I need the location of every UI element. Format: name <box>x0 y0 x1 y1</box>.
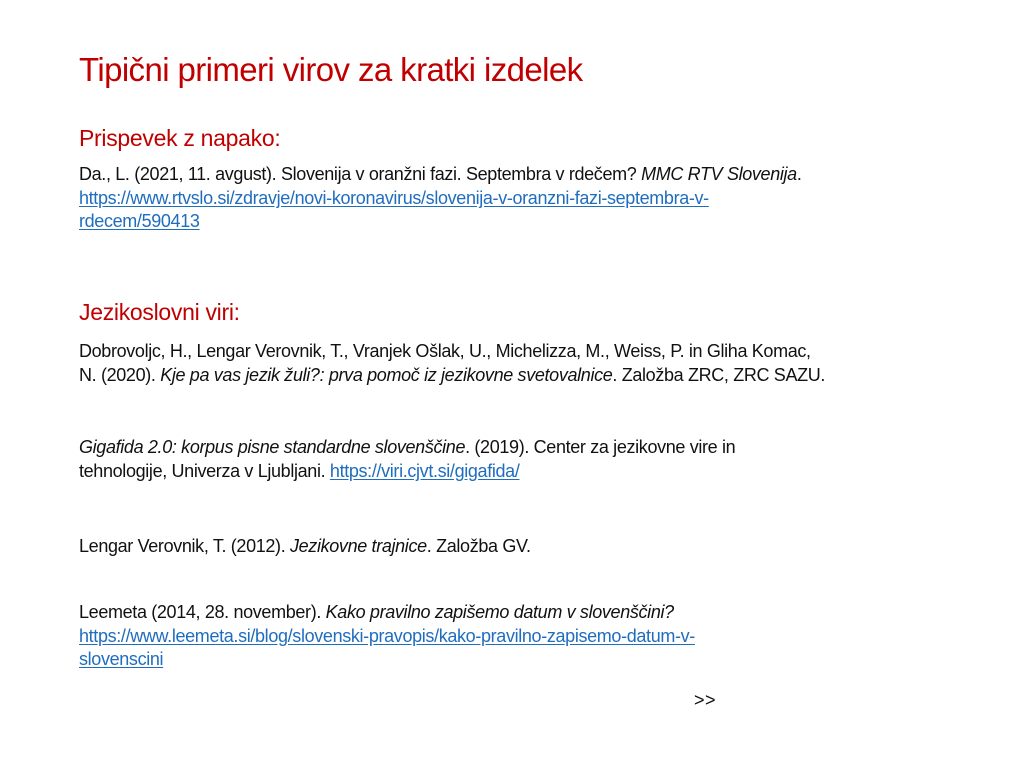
reference-link-rtvslo-continued[interactable] <box>79 210 200 234</box>
reference-source-title: Kako pravilno zapišemo datum v slovenščini? <box>325 602 674 622</box>
reference-line <box>79 163 959 187</box>
slide-title: Tipični primeri virov za kratki izdelek <box>79 51 583 88</box>
link-text: https://viri.cjvt.si/gigafida/ <box>329 460 520 481</box>
reference-source-title: MMC RTV Slovenija <box>641 164 797 184</box>
reference-text: N. (2020). <box>79 364 161 385</box>
reference-line <box>79 601 959 625</box>
reference-text: Leemeta (2014, 28. november). <box>79 602 326 622</box>
reference-leemeta <box>79 601 959 672</box>
reference-link-leemeta[interactable] <box>79 625 959 649</box>
reference-text: . Založba ZRC, ZRC SAZU. <box>612 364 826 385</box>
reference-link-gigafida[interactable] <box>330 461 520 481</box>
link-text: https://www.leemeta.si/blog/slovenski-pravopis/kako-pravilno-zapisemo-datum-v- <box>79 625 695 646</box>
reference-rtvslo <box>79 163 959 234</box>
reference-text: . Založba GV. <box>426 536 531 556</box>
reference-line <box>79 436 959 460</box>
reference-text: tehnologije, Univerza v Ljubljani. <box>79 460 330 481</box>
reference-source-title: Gigafida 2.0: korpus pisne standardne slovenščine <box>79 437 466 457</box>
reference-text: . (2019). Center za jezikovne vire in <box>465 437 736 457</box>
reference-text: . <box>796 164 802 184</box>
reference-line <box>79 364 959 388</box>
section-heading-error-contribution: Prispevek z napako: <box>79 125 281 151</box>
reference-text: Lengar Verovnik, T. (2012). <box>79 536 290 556</box>
reference-text: Dobrovoljc, H., Lengar Verovnik, T., Vranjek Ošlak, U., Michelizza, M., Weiss, P. in Gliha Komac, <box>79 341 811 361</box>
link-text: rdecem/590413 <box>79 211 200 231</box>
reference-line <box>79 460 959 484</box>
link-text: https://www.rtvslo.si/zdravje/novi-koronavirus/slovenija-v-oranzni-fazi-septembra-v- <box>79 187 709 208</box>
reference-link-leemeta-continued[interactable] <box>79 648 163 672</box>
reference-text: Da., L. (2021, 11. avgust). Slovenija v oranžni fazi. Septembra v rdečem? <box>79 164 642 184</box>
reference-lengar-verovnik <box>79 535 959 559</box>
link-text: slovenscini <box>79 649 164 669</box>
reference-dobrovoljc <box>79 340 959 387</box>
reference-gigafida <box>79 436 959 483</box>
reference-source-title: Kje pa vas jezik žuli?: prva pomoč iz jezikovne svetovalnice <box>160 364 613 385</box>
reference-link-rtvslo[interactable] <box>79 187 959 211</box>
section-heading-linguistic-sources: Jezikoslovni viri: <box>79 299 240 325</box>
reference-source-title: Jezikovne trajnice <box>290 536 427 556</box>
reference-line <box>79 535 959 559</box>
next-slide-link[interactable]: >> <box>694 690 717 710</box>
